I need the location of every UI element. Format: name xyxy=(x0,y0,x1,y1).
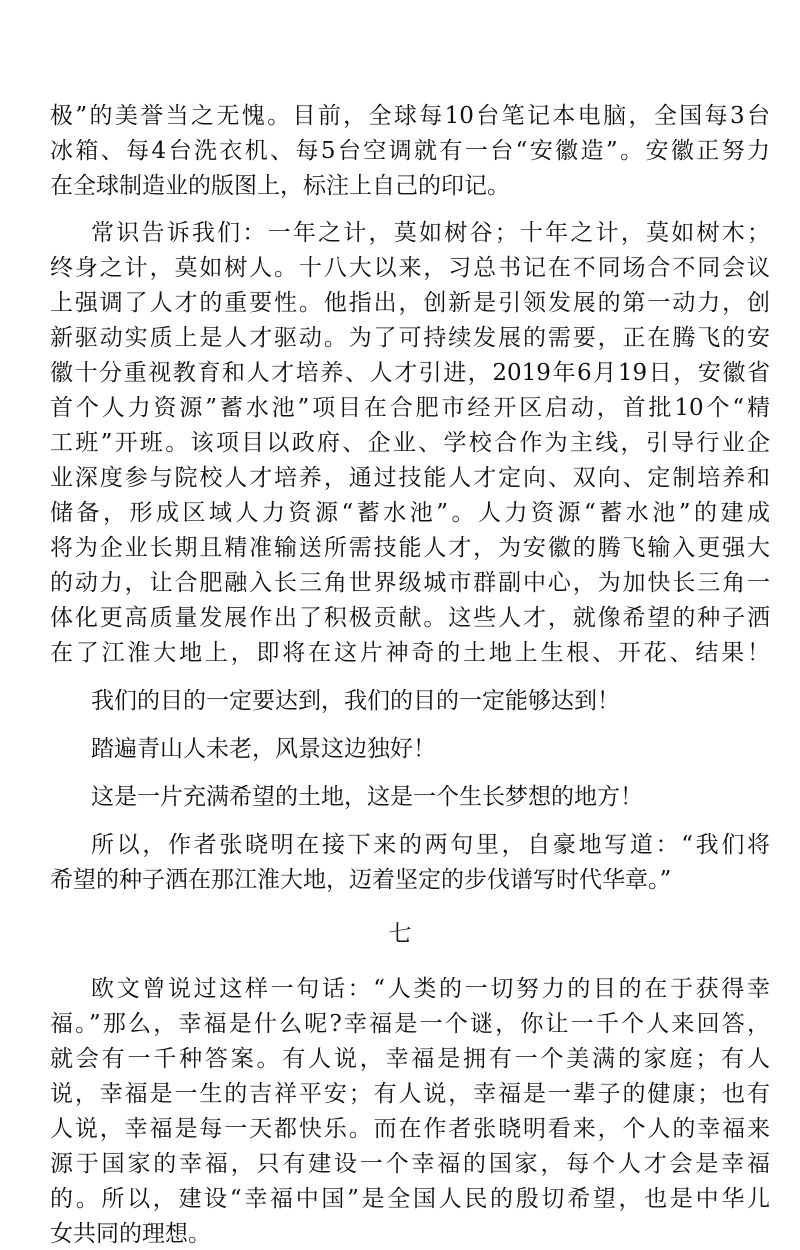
text-line: 说，幸福是一生的吉祥平安；有人说，幸福是一辈子的健康；也有 xyxy=(50,1081,770,1107)
text-line: 在全球制造业的版图上，标注上自己的印记。 xyxy=(50,173,510,199)
text-line: 福。”那么，幸福是什么呢?幸福是一个谜，你让一千个人来回答， xyxy=(50,1011,770,1037)
text-line: 上强调了人才的重要性。他指出，创新是引领发展的第一动力，创 xyxy=(50,290,770,316)
text-line: 踏遍青山人未老，风景这边独好！ xyxy=(91,736,436,762)
text-line: 常识告诉我们：一年之计，莫如树谷；十年之计，莫如树木； xyxy=(91,220,770,246)
text-line: 欧文曾说过这样一句话：“人类的一切努力的目的在于获得幸 xyxy=(91,976,770,1002)
text-line: 体化更高质量发展作出了积极贡献。这些人才，就像希望的种子洒 xyxy=(50,605,770,631)
text-line: 徽十分重视教育和人才培养、人才引进，2019年6月19日，安徽省 xyxy=(50,360,770,386)
text-line: 业深度参与院校人才培养，通过技能人才定向、双向、定制培养和 xyxy=(50,465,770,491)
text-line: 终身之计，莫如树人。十八大以来，习总书记在不同场合不同会议 xyxy=(50,255,770,281)
text-line: 女共同的理想。 xyxy=(50,1221,211,1247)
text-line: 所以，作者张晓明在接下来的两句里，自豪地写道：“我们将 xyxy=(91,832,770,858)
text-line: 希望的种子洒在那江淮大地，迈着坚定的步伐谱写时代华章。” xyxy=(50,867,672,893)
text-line: 储备，形成区域人力资源“蓄水池”。人力资源“蓄水池”的建成 xyxy=(50,500,770,526)
text-line: 人说，幸福是每一天都快乐。而在作者张晓明看来，个人的幸福来 xyxy=(50,1116,770,1142)
text-line: 冰箱、每4台洗衣机、每5台空调就有一台“安徽造”。安徽正努力 xyxy=(50,138,770,164)
text-line: 极”的美誉当之无愧。目前，全球每10台笔记本电脑，全国每3台 xyxy=(50,103,770,129)
text-line: 源于国家的幸福，只有建设一个幸福的国家，每个人才会是幸福 xyxy=(50,1151,770,1177)
text-line: 首个人力资源”蓄水池”项目在合肥市经开区启动，首批10个“精 xyxy=(50,395,770,421)
text-line: 的。所以，建设“幸福中国”是全国人民的殷切希望，也是中华儿 xyxy=(50,1186,770,1212)
text-line: 我们的目的一定要达到，我们的目的一定能够达到！ xyxy=(91,688,620,714)
text-line: 工班”开班。该项目以政府、企业、学校合作为主线，引导行业企 xyxy=(50,430,770,456)
text-line: 的动力，让合肥融入长三角世界级城市群副中心，为加快长三角一 xyxy=(50,570,770,596)
text-line: 在了江淮大地上，即将在这片神奇的土地上生根、开花、结果！ xyxy=(50,640,770,666)
text-line: 这是一片充满希望的土地，这是一个生长梦想的地方！ xyxy=(91,784,643,810)
text-line: 就会有一千种答案。有人说，幸福是拥有一个美满的家庭；有人 xyxy=(50,1046,770,1072)
section-heading: 七 xyxy=(388,921,412,947)
text-line: 新驱动实质上是人才驱动。为了可持续发展的需要，正在腾飞的安 xyxy=(50,325,770,351)
text-line: 将为企业长期且精准输送所需技能人才，为安徽的腾飞输入更强大 xyxy=(50,535,770,561)
